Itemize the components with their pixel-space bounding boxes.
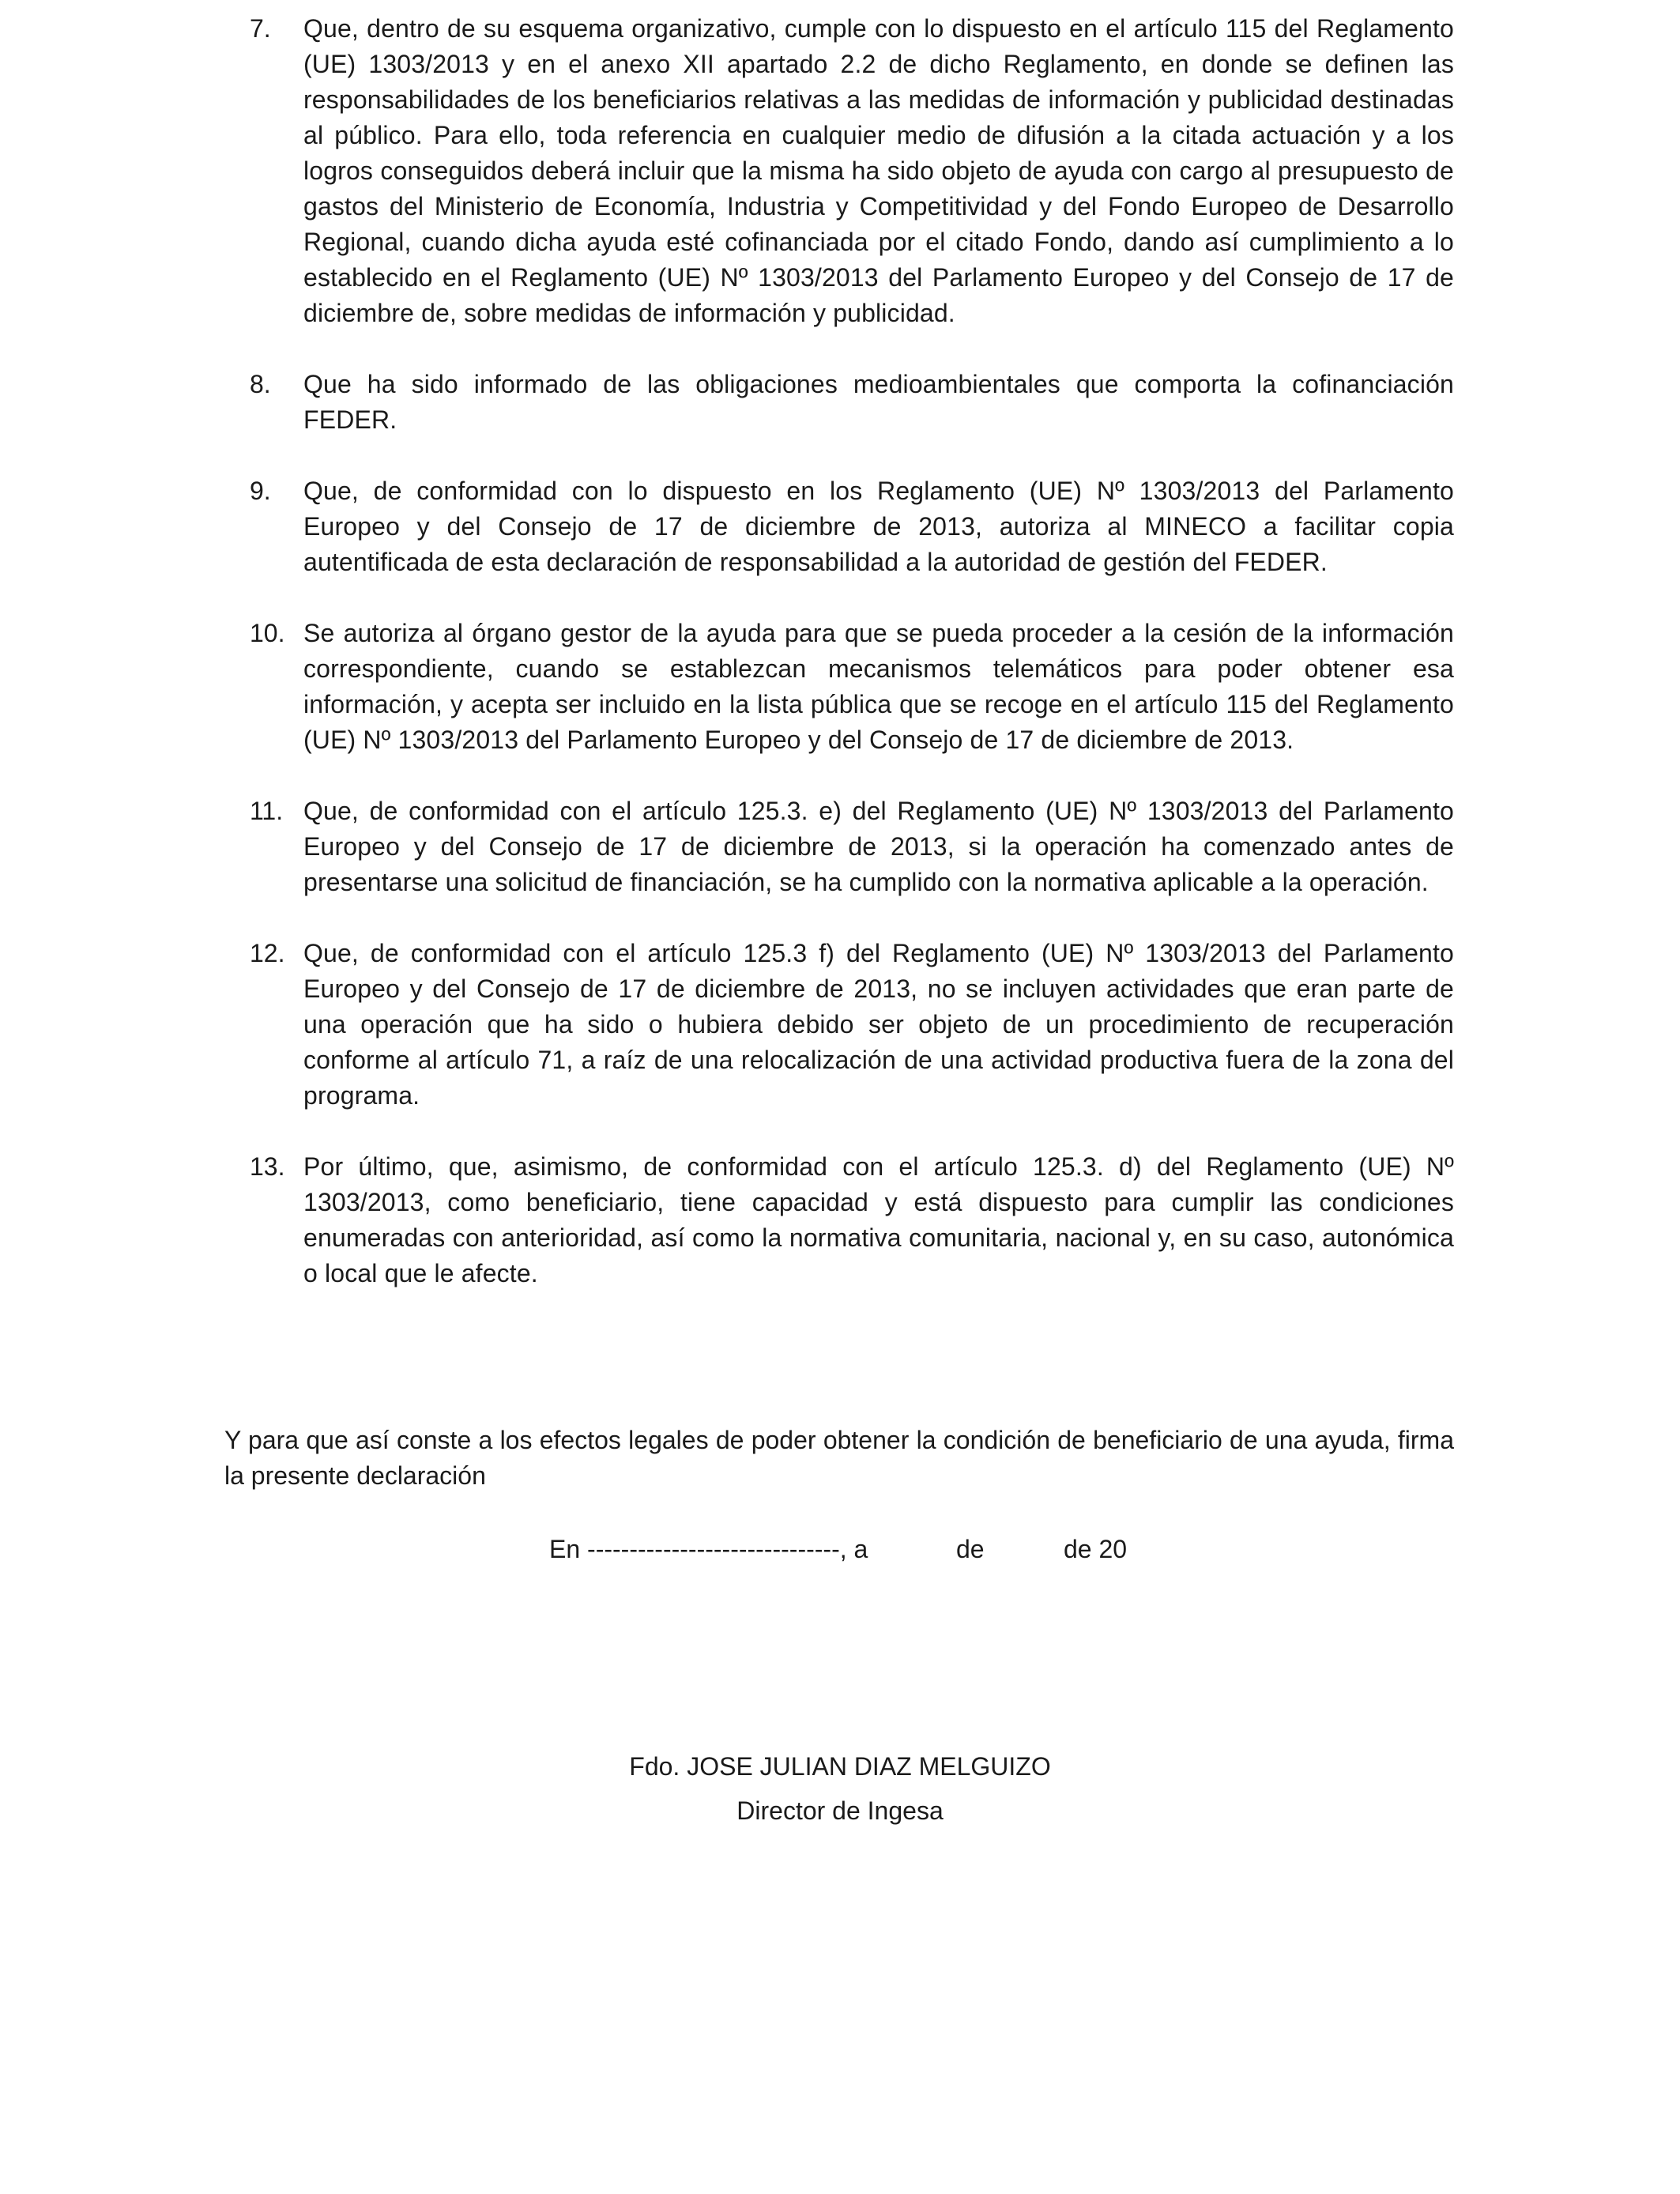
item-number: 12.: [250, 939, 285, 967]
declaration-list: [224, 11, 1454, 1327]
list-item: [224, 11, 1454, 331]
signature-block: [0, 1744, 1680, 1833]
item-number: 11.: [250, 797, 284, 825]
item-text: Que, de conformidad con el artículo 125.3. e) del Reglamento (UE) Nº 1303/2013 del Parlamento Europeo y del Consejo de 17 de diciembre de 2013, si la operación ha comenzado antes de presentarse una solicitud de financiación, se ha cumplido con la normativa aplicable a la operación.: [303, 797, 1454, 896]
item-number: 10.: [250, 619, 285, 647]
item-text: Que, dentro de su esquema organizativo, cumple con lo dispuesto en el artículo 115 del Reglamento (UE) 1303/2013 y en el anexo XII apartado 2.2 de dicho Reglamento, en donde se definen las responsabilidades de los beneficiarios relativas a las medidas de información y publicidad destinadas al público. Para ello, toda referencia en cualquier medio de difusión a la citada actuación y a los logros conseguidos deberá incluir que la misma ha sido objeto de ayuda con cargo al presupuesto de gastos del Ministerio de Economía, Industria y Competitividad y del Fondo Europeo de Desarrollo Regional, cuando dicha ayuda esté cofinanciada por el citado Fondo, dando así cumplimiento a lo establecido en el Reglamento (UE) Nº 1303/2013 del Parlamento Europeo y del Consejo de 17 de diciembre de, sobre medidas de información y publicidad.: [303, 14, 1454, 327]
item-text: Que, de conformidad con el artículo 125.3 f) del Reglamento (UE) Nº 1303/2013 del Parlamento Europeo y del Consejo de 17 de diciembre de 2013, no se incluyen actividades que eran parte de una operación que ha sido o hubiera debido ser objeto de un procedimiento de recuperación conforme al artículo 71, a raíz de una relocalización de una actividad productiva fuera de la zona del programa.: [303, 939, 1454, 1110]
item-number: 8.: [250, 370, 271, 398]
date-day-separator: de: [956, 1535, 985, 1563]
item-number: 7.: [250, 14, 271, 43]
list-item: [224, 794, 1454, 900]
list-item: [224, 1149, 1454, 1291]
date-place: En ------------------------------, a: [549, 1535, 868, 1563]
list-item: [224, 473, 1454, 580]
list-item: [224, 367, 1454, 438]
item-number: 13.: [250, 1152, 285, 1181]
date-year-prefix: de 20: [1064, 1535, 1128, 1563]
item-text: Que, de conformidad con lo dispuesto en los Reglamento (UE) Nº 1303/2013 del Parlamento Europeo y del Consejo de 17 de diciembre de 2013, autoriza al MINECO a facilitar copia autentificada de esta declaración de responsabilidad a la autoridad de gestión del FEDER.: [303, 477, 1454, 576]
item-text: Por último, que, asimismo, de conformidad con el artículo 125.3. d) del Reglamento (UE) Nº 1303/2013, como beneficiario, tiene capacidad y está dispuesto para cumplir las condiciones enumeradas con anterioridad, así como la normativa comunitaria, nacional y, en su caso, autonómica o local que le afecte.: [303, 1152, 1454, 1287]
date-line: [0, 1532, 1680, 1710]
signatory-role: Director de Ingesa: [736, 1796, 944, 1825]
item-text: Se autoriza al órgano gestor de la ayuda para que se pueda proceder a la cesión de la información correspondiente, cuando se establezcan mecanismos telemáticos para poder obtener esa información, y acepta ser incluido en la lista pública que se recoge en el artículo 115 del Reglamento (UE) Nº 1303/2013 del Parlamento Europeo y del Consejo de 17 de diciembre de 2013.: [303, 619, 1454, 754]
item-number: 9.: [250, 477, 271, 505]
list-item: [224, 936, 1454, 1114]
list-item: [224, 616, 1454, 758]
signatory-name: Fdo. JOSE JULIAN DIAZ MELGUIZO: [629, 1752, 1051, 1781]
item-text: Que ha sido informado de las obligaciones medioambientales que comporta la cofinanciación FEDER.: [303, 370, 1454, 434]
closing-statement: Y para que así conste a los efectos legales de poder obtener la condición de beneficiario de una ayuda, firma la presente declaración: [224, 1426, 1454, 1490]
